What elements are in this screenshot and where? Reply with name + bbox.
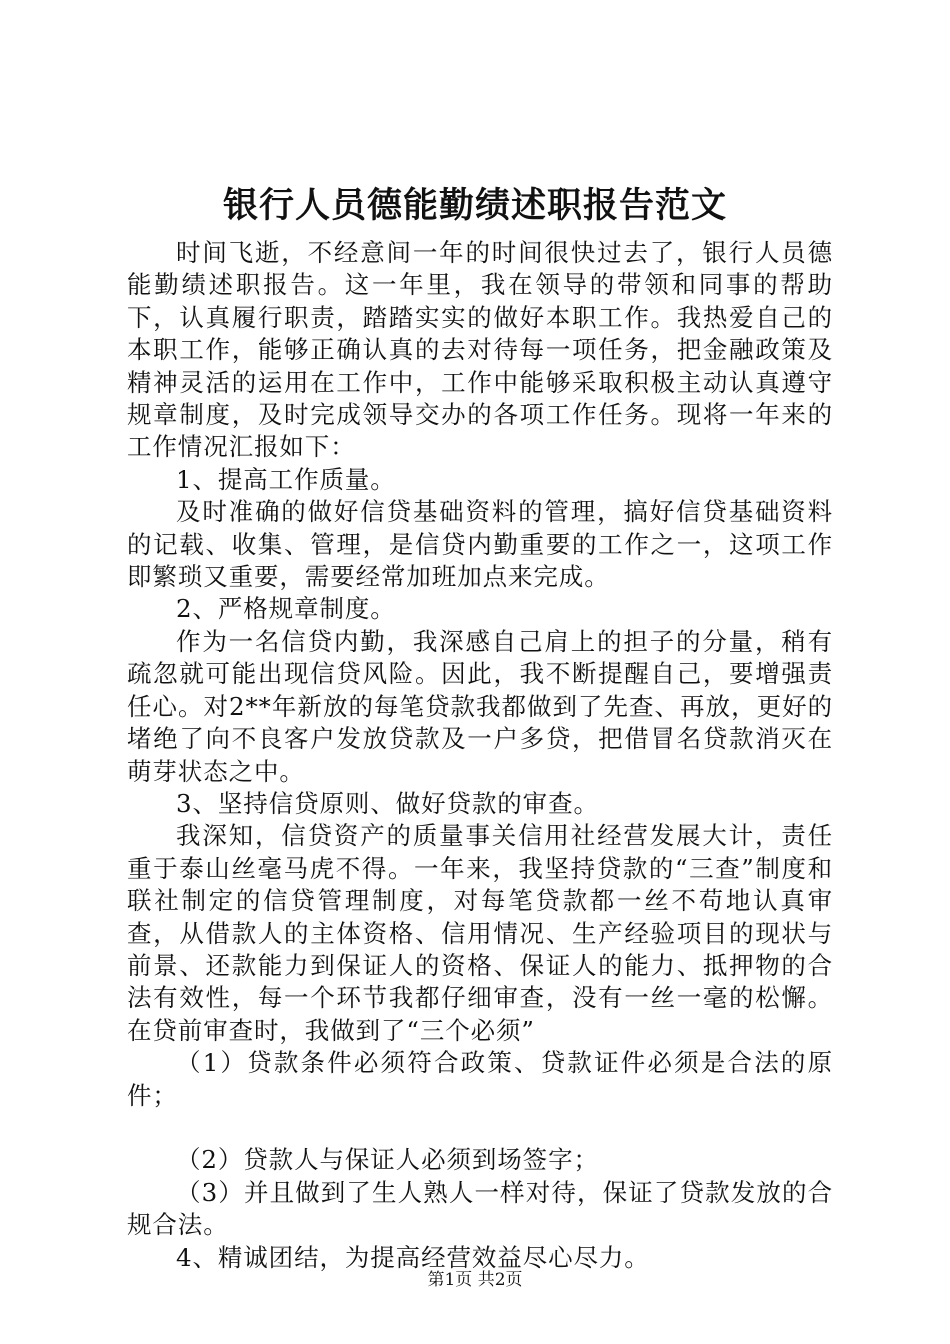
- list-item-2: （2）贷款人与保证人必须到场签字；: [176, 1145, 599, 1175]
- document-body: [127, 237, 833, 1274]
- section-paragraph-1: 及时准确的做好信贷基础资料的管理，搞好信贷基础资料的记载、收集、管理，是信贷内勤重要的工作之一，这项工作即繁琐又重要，需要经常加班加点来完成。: [127, 497, 833, 592]
- document-title: 银行人员德能勤绩述职报告范文: [222, 185, 727, 226]
- list-item-3: （3）并且做到了生人熟人一样对待，保证了贷款发放的合规合法。: [127, 1177, 833, 1240]
- section-paragraph-2: 作为一名信贷内勤，我深感自己肩上的担子的分量，稍有疏忽就可能出现信贷风险。因此，我不断提醒自己，要增强责任心。对2**年新放的每笔贷款我都做到了先查、再放，更好的堵绝了向不良客户发放贷款及一户多贷，把借冒名贷款消灭在萌芽状态之中。: [127, 626, 833, 786]
- intro-paragraph: 时间飞逝，不经意间一年的时间很快过去了，银行人员德能勤绩述职报告。这一年里，我在领导的带领和同事的帮助下，认真履行职责，踏踏实实的做好本职工作。我热爱自己的本职工作，能够正确认真的去对待每一项任务，把金融政策及精神灵活的运用在工作中，工作中能够采取积极主动认真遵守规章制度，及时完成领导交办的各项工作任务。现将一年来的工作情况汇报如下：: [127, 238, 833, 462]
- section-heading-2: 2、严格规章制度。: [176, 594, 396, 624]
- section-paragraph-3: 我深知，信贷资产的质量事关信用社经营发展大计，责任重于泰山丝毫马虎不得。一年来，我坚持贷款的“三查”制度和联社制定的信贷管理制度，对每笔贷款都一丝不苟地认真审查，从借款人的主体资格、信用情况、生产经验项目的现状与前景、还款能力到保证人的资格、保证人的能力、抵押物的合法有效性，每一个环节我都仔细审查，没有一丝一毫的松懈。在贷前审查时，我做到了“三个必须”: [127, 821, 833, 1045]
- section-heading-3: 3、坚持信贷原则、做好贷款的审查。: [176, 788, 599, 818]
- section-heading-4: 4、精诚团结，为提高经营效益尽心尽力。: [176, 1242, 650, 1272]
- blank-line: [127, 1112, 833, 1144]
- list-item-1: （1）贷款条件必须符合政策、贷款证件必须是合法的原件；: [127, 1048, 833, 1110]
- section-heading-1: 1、提高工作质量。: [176, 464, 396, 494]
- page-footer: 第1页 共2页: [427, 1270, 523, 1290]
